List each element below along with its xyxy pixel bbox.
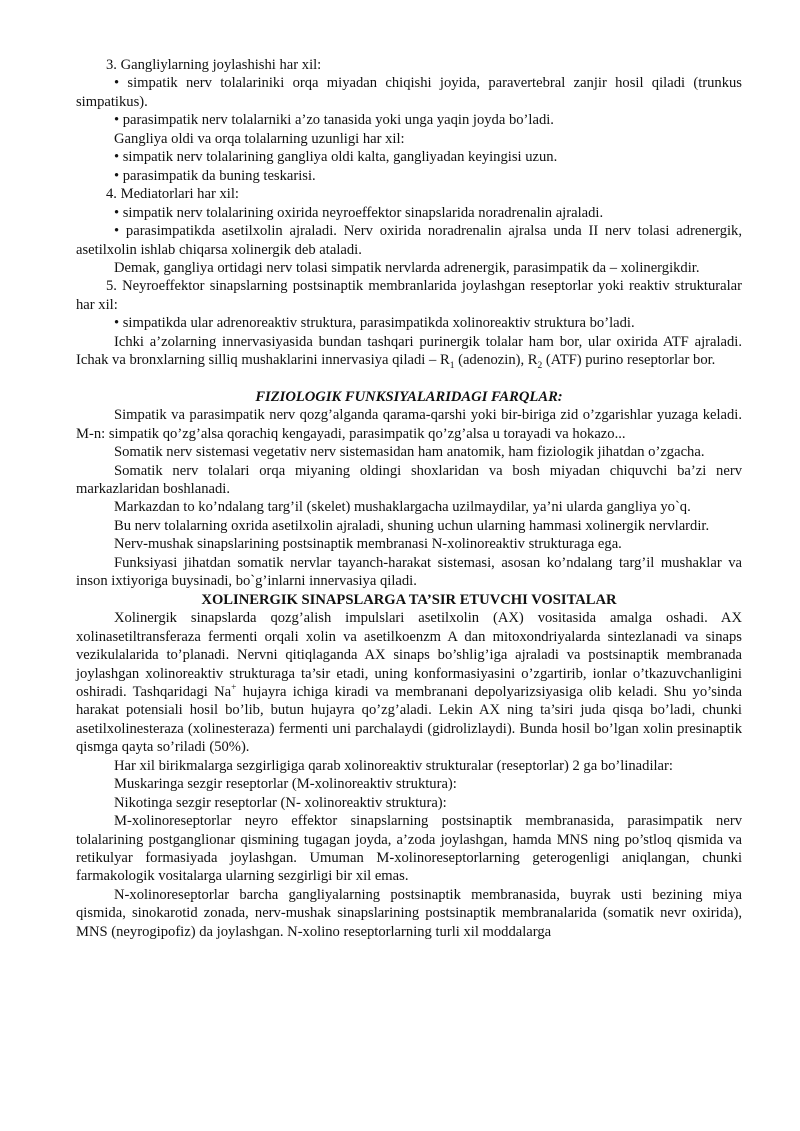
list-item-tola-uzunligi: Gangliya oldi va orqa tolalarning uzunligi har xil: [114,130,405,147]
subscript-1: 1 [449,361,455,372]
document-page [76,56,742,941]
paragraph-somatik-farq: Somatik nerv sistemasi vegetativ nerv sistemasidan ham anatomik, ham fiziologik jihatdan o’zgacha. [114,444,705,461]
spacer [76,370,742,388]
purinergik-text-1: Ichki a’zolarning innervasiyasida bundan tashqari purinergik tolalar ham bor, ular oxirida ATF ajraladi. Ichak va bronxlarning silliq mushaklarini innervasiya qiladi – R [76,333,742,369]
paragraph-asetilxolin: Bu nerv tolalarning oxrida asetilxolin ajraladi, shuning uchun ularning hammasi xolinergik nervlardir. [114,517,710,534]
list-item-parasimpatik-tola: • parasimpatik da buning teskarisi. [114,167,316,184]
paragraph-purinergik [76,333,742,370]
subscript-2: 2 [537,361,543,372]
section-heading-fiziologik: FIZIOLOGIK FUNKSIYALARIDAGI FARQLAR: [255,388,563,405]
list-item-reseptor-struktura: • simpatikda ular adrenoreaktiv struktura, parasimpatikda xolinoreaktiv struktura bo’ladi. [114,315,635,332]
list-item-simpatik-gangliya: • simpatik nerv tolalariniki orqa miyadan chiqishi joyida, paravertebral zanjir hosil qiladi (trunkus simpatikus). [76,75,742,110]
paragraph-funksiyasi: Funksiyasi jihatdan somatik nervlar tayanch-harakat sistemasi, asosan ko’ndalang targ’il mushaklar va inson ixtiyoriga buysinadi, bo`g’inlarni innervasiya qiladi. [76,554,742,590]
list-item-simpatik-mediator: • simpatik nerv tolalarining oxirida neyroeffektor sinapslarida noradrenalin ajraladi. [114,204,604,221]
purinergik-text-2: (adenozin), R [454,352,538,369]
paragraph-somatik-tolalar: Somatik nerv tolalari orqa miyaning oldingi shoxlaridan va bosh miyadan chiquvchi ba’zi nerv markazlaridan boshlanadi. [76,462,742,497]
paragraph-markazdan: Markazdan to ko’ndalang targ’il (skelet) mushaklargacha uzilmaydilar, ya’ni ularda gangliya yo`q. [114,499,691,516]
superscript-plus: + [231,683,237,694]
list-item-gangliya-heading: 3. Gangliylarning joylashishi har xil: [106,57,322,73]
list-item-simpatik-tola: • simpatik nerv tolalarining gangliya oldi kalta, gangliyadan keyingisi uzun. [114,149,558,166]
list-item-parasimpatik-gangliya: • parasimpatik nerv tolalarniki a’zo tanasida yoki unga yaqin joyda bo’ladi. [114,112,554,129]
ax-text-2: hujayra ichiga kiradi va membranani depolyarizsiyasiga olib keladi. Shu yo’sinda harakat potensiali hosil bo’lib, butun hujayra qo’zg’aladi. Lekin AX ning ta’siri juda qisqa bo’ladi, chunki asetilxolinesteraza (xolinesteraza) fermenti uni parchalaydi (gidrolizlaydi). Bunda hosil bo’lgan xolin presinaptik qismga qayta so’riladi (50%). [76,683,742,756]
paragraph-ax [76,609,742,757]
paragraph-muskaringa: Muskaringa sezgir reseptorlar (M-xolinoreaktiv struktura): [114,776,457,793]
list-item-reseptorlar-heading: 5. Neyroeffektor sinapslarning postsinaptik membranlarida joylashgan reseptorlar yoki reaktiv strukturalar har xil: [76,278,742,313]
section-heading-xolinergik: XOLINERGIK SINAPSLARGA TA’SIR ETUVCHI VOSITALAR [201,591,617,608]
ax-text-1: Xolinergik sinapslarda qozg’alish impulslari asetilxolin (AX) vositasida amalga oshadi. AX xolinasetiltransferaza fermenti orqali xolin va asetilkoenzm A dan mitoxondriyalarda sintezlanadi va sinaps vezikulalarida to’planadi. Nervni qitiqlaganda AX sinaps bo’shlig’iga ajraladi va postsinaptik membranada joylashgan xolinoreaktiv strukturaga ta’sir etadi, uning konformasiyasini o’zgartirib, ionlar o’tkazuvchanligini oshiradi. Tashqaridagi Na [76,610,742,700]
paragraph-n-xolinoreseptorlar: N-xolinoreseptorlar barcha gangliyalarning postsinaptik membranasida, buyrak usti bezining miya qismida, sinokarotid zonada, nerv-mushak sinapslarining postsinaptik membranalarida (somatik nevr oxirida), MNS (neyrogipofiz) da joylashgan. N-xolino reseptorlarning turli xil moddalarga [76,886,742,940]
paragraph-demak: Demak, gangliya ortidagi nerv tolasi simpatik nervlarda adrenergik, parasimpatik da – xolinergikdir. [114,259,700,276]
paragraph-m-xolinoreseptorlar: M-xolinoreseptorlar neyro effektor sinapslarning postsinaptik membranasida, parasimpatik nerv tolalarining postganglionar qismining tugagan joyda, a’zoda joylashgan, hamda MNS ning po’stloq qismida va retikulyar formasiyada joylashgan. Umuman M-xolinoreseptorlarning geterogenligi aniqlangan, chunki farmakologik vositalarga ularning sezgirligi bir xil emas. [76,813,742,885]
list-item-mediatorlar-heading: 4. Mediatorlari har xil: [106,186,239,203]
purinergik-text-3: (ATF) purino reseptorlar bor. [542,352,716,369]
paragraph-birikmalar: Har xil birikmalarga sezgirligiga qarab xolinoreaktiv strukturalar (reseptorlar) 2 ga bo’linadilar: [114,757,673,774]
paragraph-nerv-mushak: Nerv-mushak sinapslarining postsinaptik membranasi N-xolinoreaktiv strukturaga ega. [114,536,622,553]
paragraph-nikotinga: Nikotinga sezgir reseptorlar (N- xolinoreaktiv struktura): [114,794,447,811]
list-item-parasimpatik-mediator: • parasimpatikda asetilxolin ajraladi. Nerv oxirida noradrenalin ajralsa unda II nerv tolasi adrenergik, asetilxolin ishlab chiqarsa xolinergik deb ataladi. [76,223,742,258]
paragraph-qarama-qarshi: Simpatik va parasimpatik nerv qozg’alganda qarama-qarshi yoki bir-biriga zid o’zgarishlar yuzaga keladi. M-n: simpatik qo’zg’alsa qorachiq kengayadi, parasimpatik qo’zg’alsa u torayadi va hokazo... [76,407,742,442]
